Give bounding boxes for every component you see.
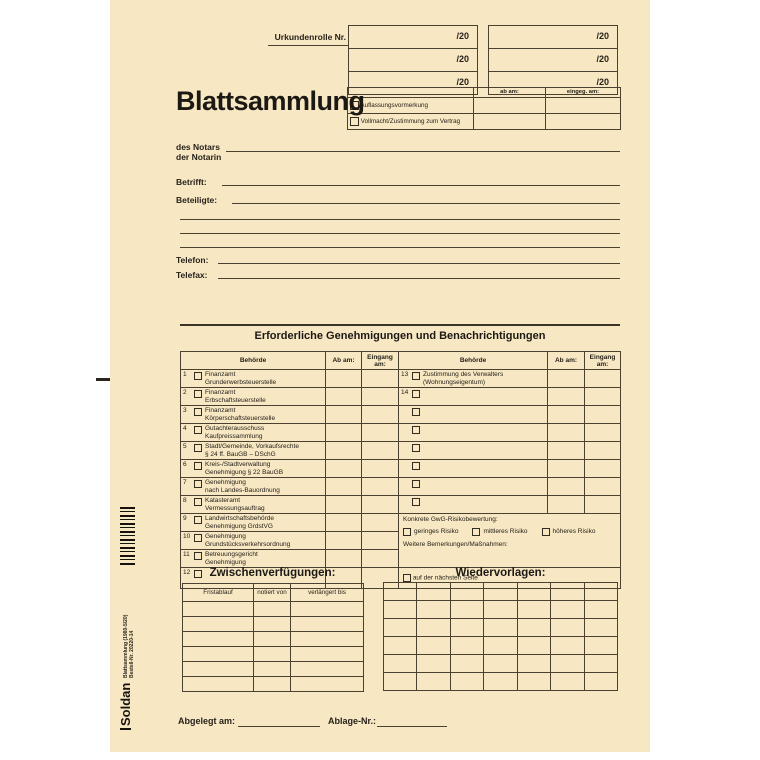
logo-bar-icon xyxy=(120,728,131,730)
betrifft-fill-line xyxy=(222,185,620,186)
fill-cell xyxy=(551,583,584,601)
row-4-behoerde: 4 Gutachterausschuss Kaufpreissammlung xyxy=(181,424,326,442)
fill-cell xyxy=(584,601,617,619)
fill-cell xyxy=(254,632,291,647)
zwischenverfuegungen-title: Zwischenverfügungen: xyxy=(209,567,336,579)
fill-cell xyxy=(417,619,450,637)
fill-cell xyxy=(484,673,517,691)
beteiligte-fill-line xyxy=(232,203,620,204)
fill-cell xyxy=(585,406,621,424)
fill-cell xyxy=(484,637,517,655)
telefax-fill-line xyxy=(218,278,620,279)
row-11-behoerde: 11 Betreuungsgericht Genehmigung xyxy=(181,550,326,568)
fill-cell xyxy=(326,388,362,406)
fill-cell xyxy=(450,673,483,691)
extra-row-behoerde xyxy=(399,496,548,514)
fill-cell xyxy=(585,424,621,442)
fill-cell xyxy=(326,478,362,496)
fill-cell xyxy=(584,583,617,601)
fill-cell xyxy=(417,601,450,619)
extra-row-behoerde xyxy=(399,406,548,424)
checkbox[interactable] xyxy=(194,552,202,560)
fill-cell xyxy=(417,673,450,691)
roll-field: /20 xyxy=(489,26,618,49)
fill-cell xyxy=(551,655,584,673)
checkbox[interactable] xyxy=(412,390,420,398)
fill-cell xyxy=(517,619,550,637)
product-info-text: Blattsammlung (1980-5/20) Bestell-Nr. 20220-14 xyxy=(123,614,135,678)
checkbox[interactable] xyxy=(412,372,420,380)
checkbox[interactable] xyxy=(412,480,420,488)
fill-cell xyxy=(362,370,399,388)
fill-cell xyxy=(417,637,450,655)
fill-cell xyxy=(551,601,584,619)
row-3-behoerde: 3 Finanzamt Körperschaftsteuerstelle xyxy=(181,406,326,424)
fill-cell xyxy=(291,647,364,662)
fill-cell xyxy=(362,550,399,568)
fill-cell xyxy=(484,601,517,619)
col-eingang-left: Eingang am: xyxy=(362,352,399,370)
zwischenverfuegungen-table xyxy=(182,583,364,692)
fill-cell xyxy=(450,655,483,673)
checkbox[interactable] xyxy=(194,516,202,524)
status-table xyxy=(347,87,621,130)
fill-cell xyxy=(517,673,550,691)
col-ab-left: Ab am: xyxy=(326,352,362,370)
fill-cell xyxy=(584,619,617,637)
fill-cell xyxy=(450,601,483,619)
fill-cell xyxy=(584,637,617,655)
fill-cell xyxy=(585,478,621,496)
row-8-behoerde: 8 Katasteramt Vermessungsauftrag xyxy=(181,496,326,514)
checkbox[interactable] xyxy=(194,534,202,542)
fill-cell xyxy=(254,602,291,617)
roll-field: /20 xyxy=(489,49,618,72)
fill-cell xyxy=(326,460,362,478)
roll-field: /20 xyxy=(349,72,478,95)
fill-cell xyxy=(585,388,621,406)
abgelegt-label: Abgelegt am: xyxy=(178,716,236,726)
status-cell xyxy=(546,98,621,114)
fill-cell xyxy=(450,619,483,637)
fill-cell xyxy=(548,496,585,514)
status-label: Auflassungsvormerkung xyxy=(360,102,428,110)
fill-cell xyxy=(291,632,364,647)
fill-cell xyxy=(584,655,617,673)
fill-cell xyxy=(326,532,362,550)
beteiligte-fill-line xyxy=(180,233,620,234)
col-ab-right: Ab am: xyxy=(548,352,585,370)
checkbox[interactable] xyxy=(412,426,420,434)
checkbox[interactable] xyxy=(194,372,202,380)
fill-cell xyxy=(517,601,550,619)
fill-cell xyxy=(326,550,362,568)
row-2-behoerde: 2 Finanzamt Erbschaftsteuerstelle xyxy=(181,388,326,406)
fill-cell xyxy=(362,532,399,550)
betrifft-label: Betrifft: xyxy=(176,177,207,187)
checkbox[interactable] xyxy=(194,498,202,506)
checkbox[interactable] xyxy=(472,528,480,536)
extra-row-behoerde xyxy=(399,442,548,460)
fill-cell xyxy=(326,496,362,514)
roll-box-left xyxy=(348,25,478,95)
fill-cell xyxy=(585,370,621,388)
zw-col-verlaengert: verlängert bis xyxy=(291,584,364,602)
fill-cell xyxy=(362,406,399,424)
fill-cell xyxy=(183,632,254,647)
fill-cell xyxy=(291,602,364,617)
beteiligte-fill-line xyxy=(180,219,620,220)
checkbox[interactable] xyxy=(350,117,359,126)
checkbox[interactable] xyxy=(542,528,550,536)
gwg-remarks-label: Weitere Bemerkungen/Maßnahmen: xyxy=(403,540,508,548)
status-cell xyxy=(474,114,546,130)
beteiligte-label: Beteiligte: xyxy=(176,195,218,205)
roll-field: /20 xyxy=(489,72,618,95)
telefon-fill-line xyxy=(218,263,620,264)
registration-mark xyxy=(96,378,110,381)
extra-row-behoerde xyxy=(399,460,548,478)
fill-cell xyxy=(517,655,550,673)
barcode-icon xyxy=(120,507,135,565)
status-cell xyxy=(474,98,546,114)
fill-cell xyxy=(384,655,417,673)
checkbox[interactable] xyxy=(403,528,411,536)
wiedervorlagen-grid xyxy=(383,582,618,691)
col-eingang-right: Eingang am: xyxy=(585,352,621,370)
checkbox[interactable] xyxy=(194,480,202,488)
fill-cell xyxy=(450,583,483,601)
fill-cell xyxy=(484,619,517,637)
gwg-risk-box xyxy=(399,514,621,568)
fill-cell xyxy=(384,673,417,691)
fill-cell xyxy=(362,460,399,478)
checkbox[interactable] xyxy=(194,408,202,416)
fill-cell xyxy=(517,637,550,655)
zw-col-notiert: notiert von xyxy=(254,584,291,602)
row-9-behoerde: 9 Landwirtschaftsbehörde Genehmigung GrdstVG xyxy=(181,514,326,532)
status-row-vollmacht xyxy=(348,114,474,130)
fill-cell xyxy=(384,619,417,637)
checkbox[interactable] xyxy=(194,462,202,470)
telefax-label: Telefax: xyxy=(176,270,208,280)
ablage-label: Ablage-Nr.: xyxy=(328,716,377,726)
next-page-label: auf der nächsten Seite xyxy=(412,574,478,582)
fill-cell xyxy=(362,442,399,460)
gwg-option-label: geringes Risiko xyxy=(414,527,459,535)
urkundenrolle-line xyxy=(268,45,348,46)
fill-cell xyxy=(585,460,621,478)
fill-cell xyxy=(584,673,617,691)
fill-cell xyxy=(548,406,585,424)
fill-cell xyxy=(291,677,364,692)
fill-cell xyxy=(326,424,362,442)
approvals-title: Erforderliche Genehmigungen und Benachrichtigungen xyxy=(254,330,546,342)
fill-cell xyxy=(254,662,291,677)
row-5-behoerde: 5 Stadt/Gemeinde, Vorkaufsrechte § 24 ff. BauGB – DSchG xyxy=(181,442,326,460)
row-6-behoerde: 6 Kreis-/Stadtverwaltung Genehmigung § 22 BauGB xyxy=(181,460,326,478)
fill-cell xyxy=(326,514,362,532)
fill-cell xyxy=(585,442,621,460)
gwg-title: Konkrete GwG-Risikobewertung: xyxy=(403,516,498,523)
notar-fill-line xyxy=(226,151,620,152)
section-divider xyxy=(180,324,620,326)
row-14-behoerde: 14 xyxy=(399,388,548,406)
fill-cell xyxy=(548,388,585,406)
fill-cell xyxy=(362,424,399,442)
notar-label-1: des Notars xyxy=(176,142,220,152)
fill-cell xyxy=(362,478,399,496)
fill-cell xyxy=(326,406,362,424)
col-behoerde-left: Behörde xyxy=(181,352,326,370)
extra-row-behoerde xyxy=(399,478,548,496)
notar-label-2: der Notarin xyxy=(176,152,222,162)
row-12-behoerde: 12 xyxy=(181,568,326,589)
fill-cell xyxy=(183,617,254,632)
fill-cell xyxy=(183,677,254,692)
status-empty-header xyxy=(348,88,474,98)
form-title: Blattsammlung xyxy=(176,86,365,116)
fill-cell xyxy=(548,370,585,388)
status-row-auflassung xyxy=(348,98,474,114)
fill-cell xyxy=(254,617,291,632)
checkbox[interactable] xyxy=(412,498,420,506)
fill-cell xyxy=(548,478,585,496)
status-label: Vollmacht/Zustimmung zum Vertrag xyxy=(360,118,461,126)
status-ab-header: ab am: xyxy=(474,88,546,98)
fill-cell xyxy=(551,619,584,637)
fill-cell xyxy=(417,583,450,601)
fill-cell xyxy=(291,662,364,677)
fill-cell xyxy=(326,370,362,388)
ablage-fill-line xyxy=(377,726,447,727)
wiedervorlagen-title: Wiedervorlagen: xyxy=(455,567,546,579)
fill-cell xyxy=(362,514,399,532)
row-13-behoerde: 13 Zustimmung des Verwalters (Wohnungseigentum) xyxy=(399,370,548,388)
fill-cell xyxy=(585,496,621,514)
fill-cell xyxy=(326,442,362,460)
fill-cell xyxy=(183,647,254,662)
checkbox[interactable] xyxy=(194,444,202,452)
row-7-behoerde: 7 Genehmigung nach Landes-Bauordnung xyxy=(181,478,326,496)
checkbox[interactable] xyxy=(412,462,420,470)
fill-cell xyxy=(450,637,483,655)
fill-cell xyxy=(183,602,254,617)
fill-cell xyxy=(362,388,399,406)
checkbox[interactable] xyxy=(194,426,202,434)
status-eingeg-header: eingeg. am: xyxy=(546,88,621,98)
approvals-table xyxy=(180,351,621,589)
fill-cell xyxy=(384,601,417,619)
fill-cell xyxy=(254,647,291,662)
fill-cell xyxy=(484,583,517,601)
roll-field: /20 xyxy=(349,26,478,49)
fill-cell xyxy=(291,617,364,632)
telefon-label: Telefon: xyxy=(176,255,209,265)
fill-cell xyxy=(548,460,585,478)
fill-cell xyxy=(484,655,517,673)
fill-cell xyxy=(384,637,417,655)
gwg-option-label: mittleres Risiko xyxy=(483,527,528,535)
fill-cell xyxy=(517,583,550,601)
fill-cell xyxy=(384,583,417,601)
abgelegt-fill-line xyxy=(238,726,320,727)
checkbox[interactable] xyxy=(412,444,420,452)
soldan-logo: Soldan xyxy=(118,683,133,730)
fill-cell xyxy=(183,662,254,677)
zw-col-fristablauf: Fristablauf xyxy=(183,584,254,602)
roll-box-right xyxy=(488,25,618,95)
fill-cell xyxy=(362,496,399,514)
fill-cell xyxy=(548,424,585,442)
row-1-behoerde: 1 Finanzamt Grunderwerbsteuerstelle xyxy=(181,370,326,388)
form-sheet xyxy=(110,0,650,752)
gwg-option-label: höheres Risiko xyxy=(552,527,596,535)
checkbox[interactable] xyxy=(194,390,202,398)
status-cell xyxy=(546,114,621,130)
roll-field: /20 xyxy=(349,49,478,72)
col-behoerde-right: Behörde xyxy=(399,352,548,370)
urkundenrolle-label: Urkundenrolle Nr. xyxy=(274,32,346,42)
extra-row-behoerde xyxy=(399,424,548,442)
beteiligte-fill-line xyxy=(180,247,620,248)
checkbox[interactable] xyxy=(412,408,420,416)
fill-cell xyxy=(551,637,584,655)
fill-cell xyxy=(548,442,585,460)
fill-cell xyxy=(551,673,584,691)
row-10-behoerde: 10 Genehmigung Grundstücksverkehrsordnung xyxy=(181,532,326,550)
fill-cell xyxy=(417,655,450,673)
fill-cell xyxy=(254,677,291,692)
